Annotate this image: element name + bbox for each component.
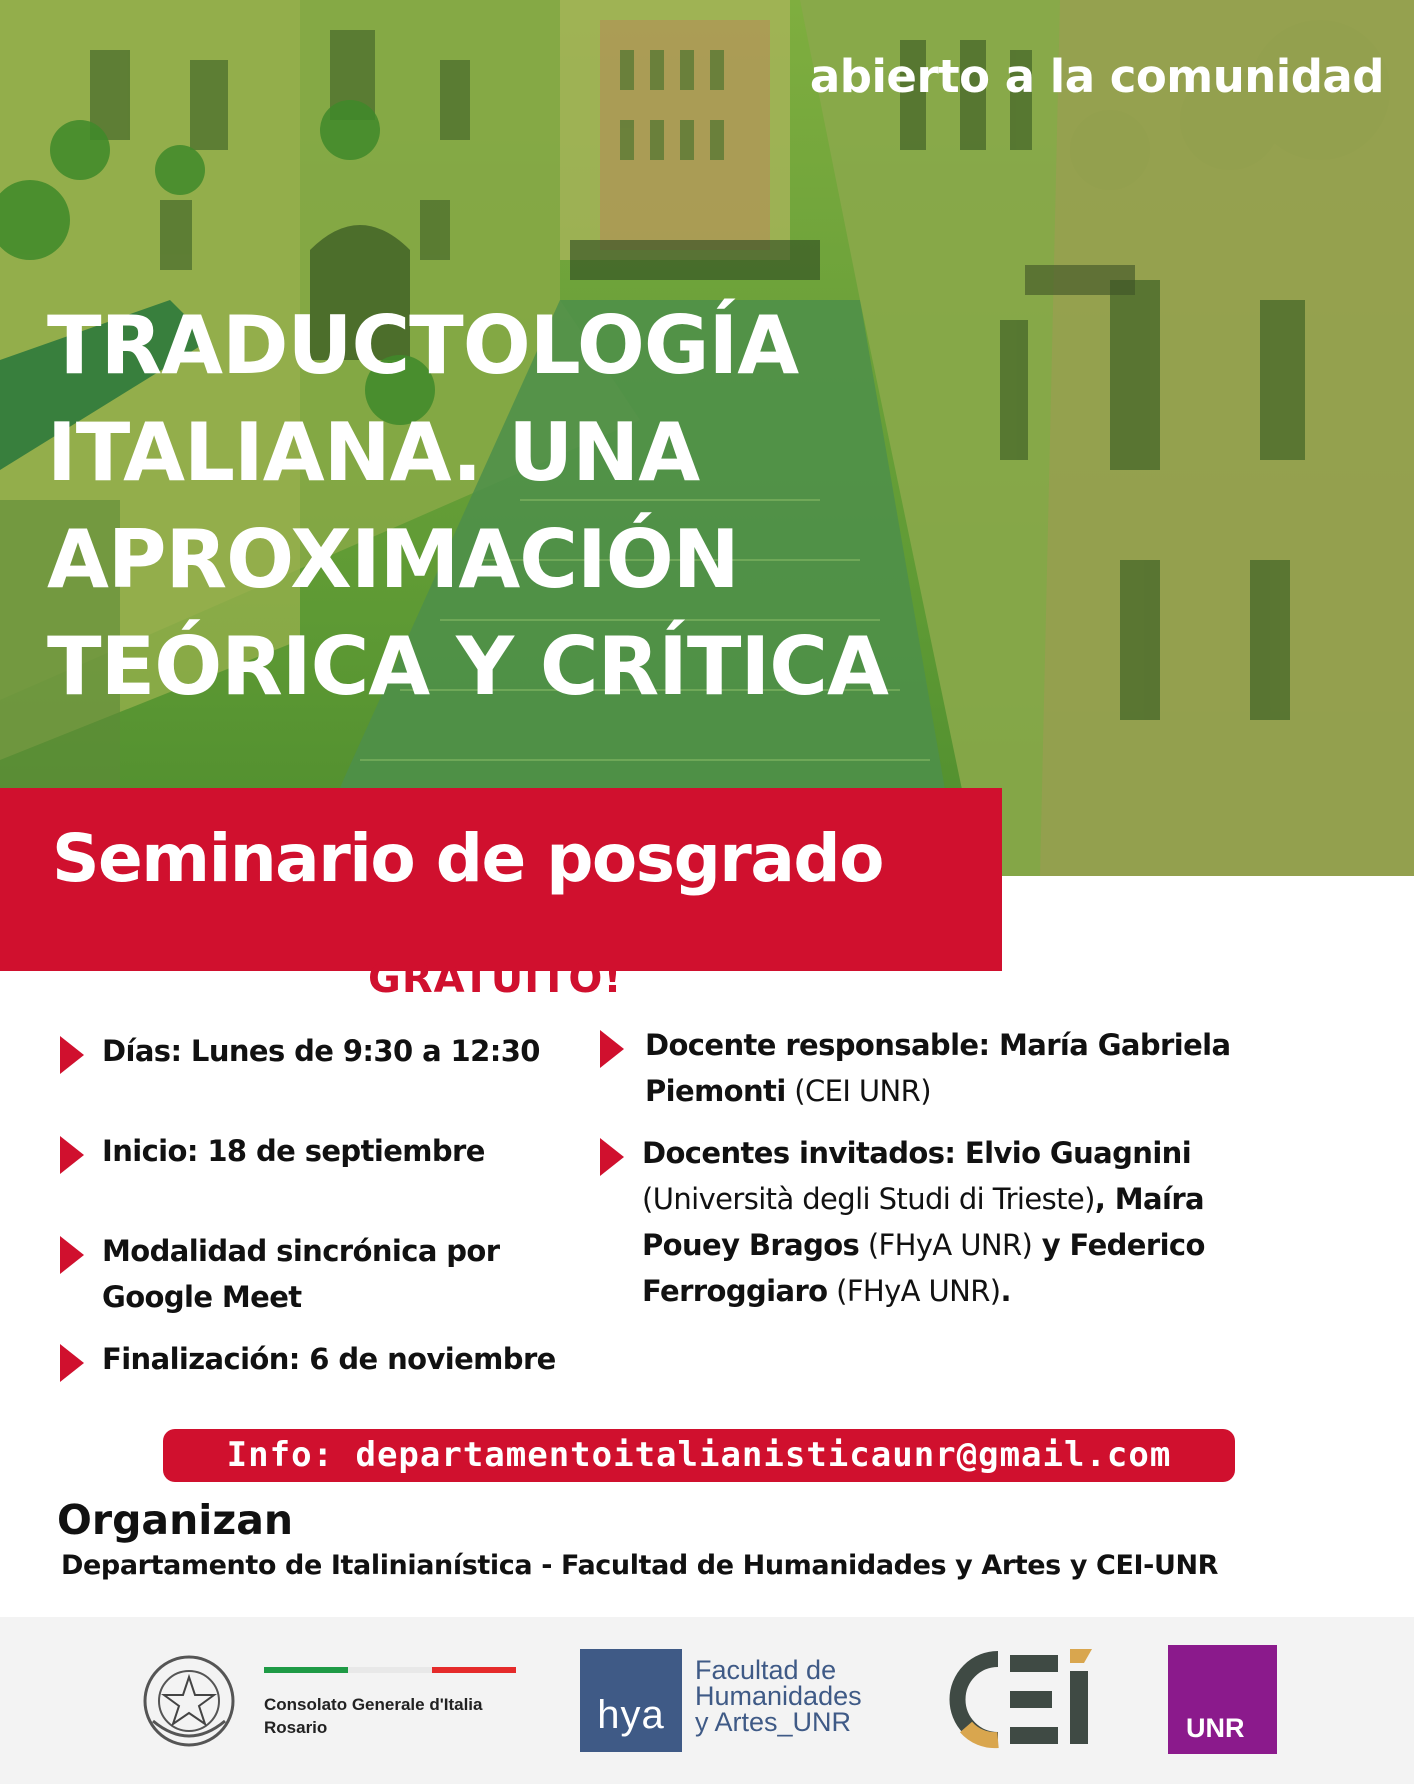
invitados-text-3: y Federico Ferroggiaro xyxy=(642,1228,1205,1308)
invitados-affiliation-3: (FHyA UNR) xyxy=(827,1274,1001,1308)
invitados-affiliation-1: (Università degli Studi di Trieste) xyxy=(642,1182,1095,1216)
triangle-arrow-icon xyxy=(600,1030,624,1068)
info-item-text: Días: Lunes de 9:30 a 12:30 xyxy=(102,1034,540,1068)
docente-text: Docente responsable: María Gabriela Piemonti xyxy=(645,1028,1231,1108)
docente-affiliation: (CEI UNR) xyxy=(785,1074,931,1108)
info-item-text: Inicio: 18 de septiembre xyxy=(102,1134,485,1168)
consolato-name xyxy=(264,1693,483,1739)
hya-line3: y Artes_UNR xyxy=(695,1707,852,1737)
info-item-text: Finalización: 6 de noviembre xyxy=(102,1342,556,1376)
hya-logo-mark: hya xyxy=(580,1649,682,1752)
triangle-arrow-icon xyxy=(600,1138,624,1176)
organizers-line: Departamento de Italinianística - Facultad de Humanidades y Artes y CEI-UNR xyxy=(61,1550,1219,1581)
triangle-arrow-icon xyxy=(60,1344,84,1382)
italian-republic-emblem-icon xyxy=(139,1651,239,1751)
seminar-banner xyxy=(0,788,1002,971)
event-title: TRADUCTOLOGÍA ITALIANA. UNA APROXIMACIÓN TEÓRICA Y CRÍTICA xyxy=(47,299,888,713)
logo-footer xyxy=(0,1617,1414,1784)
hya-line2: Humanidades xyxy=(695,1681,862,1711)
info-email-pill[interactable]: Info: departamentoitalianisticaunr@gmail.com xyxy=(163,1429,1235,1482)
price-tag: GRATUITO! xyxy=(368,956,623,1002)
unr-logo xyxy=(1168,1645,1277,1754)
triangle-arrow-icon xyxy=(60,1036,84,1074)
hero-image xyxy=(0,0,1414,876)
info-item-finalizacion xyxy=(102,1336,556,1382)
invitados-end: . xyxy=(1000,1274,1011,1308)
info-item-invitados xyxy=(642,1130,1282,1314)
hya-logo-text xyxy=(695,1657,862,1735)
info-item-docente xyxy=(645,1022,1295,1114)
italian-flag-stripes xyxy=(264,1667,516,1673)
tagline: abierto a la comunidad xyxy=(809,50,1384,103)
consolato-line1: Consolato Generale d'Italia xyxy=(264,1695,483,1714)
seminar-label: Seminario de posgrado xyxy=(52,820,883,897)
info-item-dias xyxy=(102,1028,540,1074)
invitados-affiliation-2: (FHyA UNR) xyxy=(859,1228,1033,1262)
invitados-text-2: , Maíra Pouey Bragos xyxy=(642,1182,1205,1262)
info-item-inicio xyxy=(102,1128,485,1174)
info-item-text: Modalidad sincrónica por Google Meet xyxy=(102,1234,500,1314)
hya-line1: Facultad de xyxy=(695,1655,837,1685)
cei-logo-icon xyxy=(946,1647,1098,1752)
triangle-arrow-icon xyxy=(60,1136,84,1174)
triangle-arrow-icon xyxy=(60,1236,84,1274)
consolato-line2: Rosario xyxy=(264,1718,328,1737)
unr-logo-text: UNR xyxy=(1186,1713,1245,1743)
invitados-text-1: Docentes invitados: Elvio Guagnini xyxy=(642,1136,1192,1170)
organizers-heading: Organizan xyxy=(57,1496,294,1544)
info-item-modalidad xyxy=(102,1228,542,1320)
